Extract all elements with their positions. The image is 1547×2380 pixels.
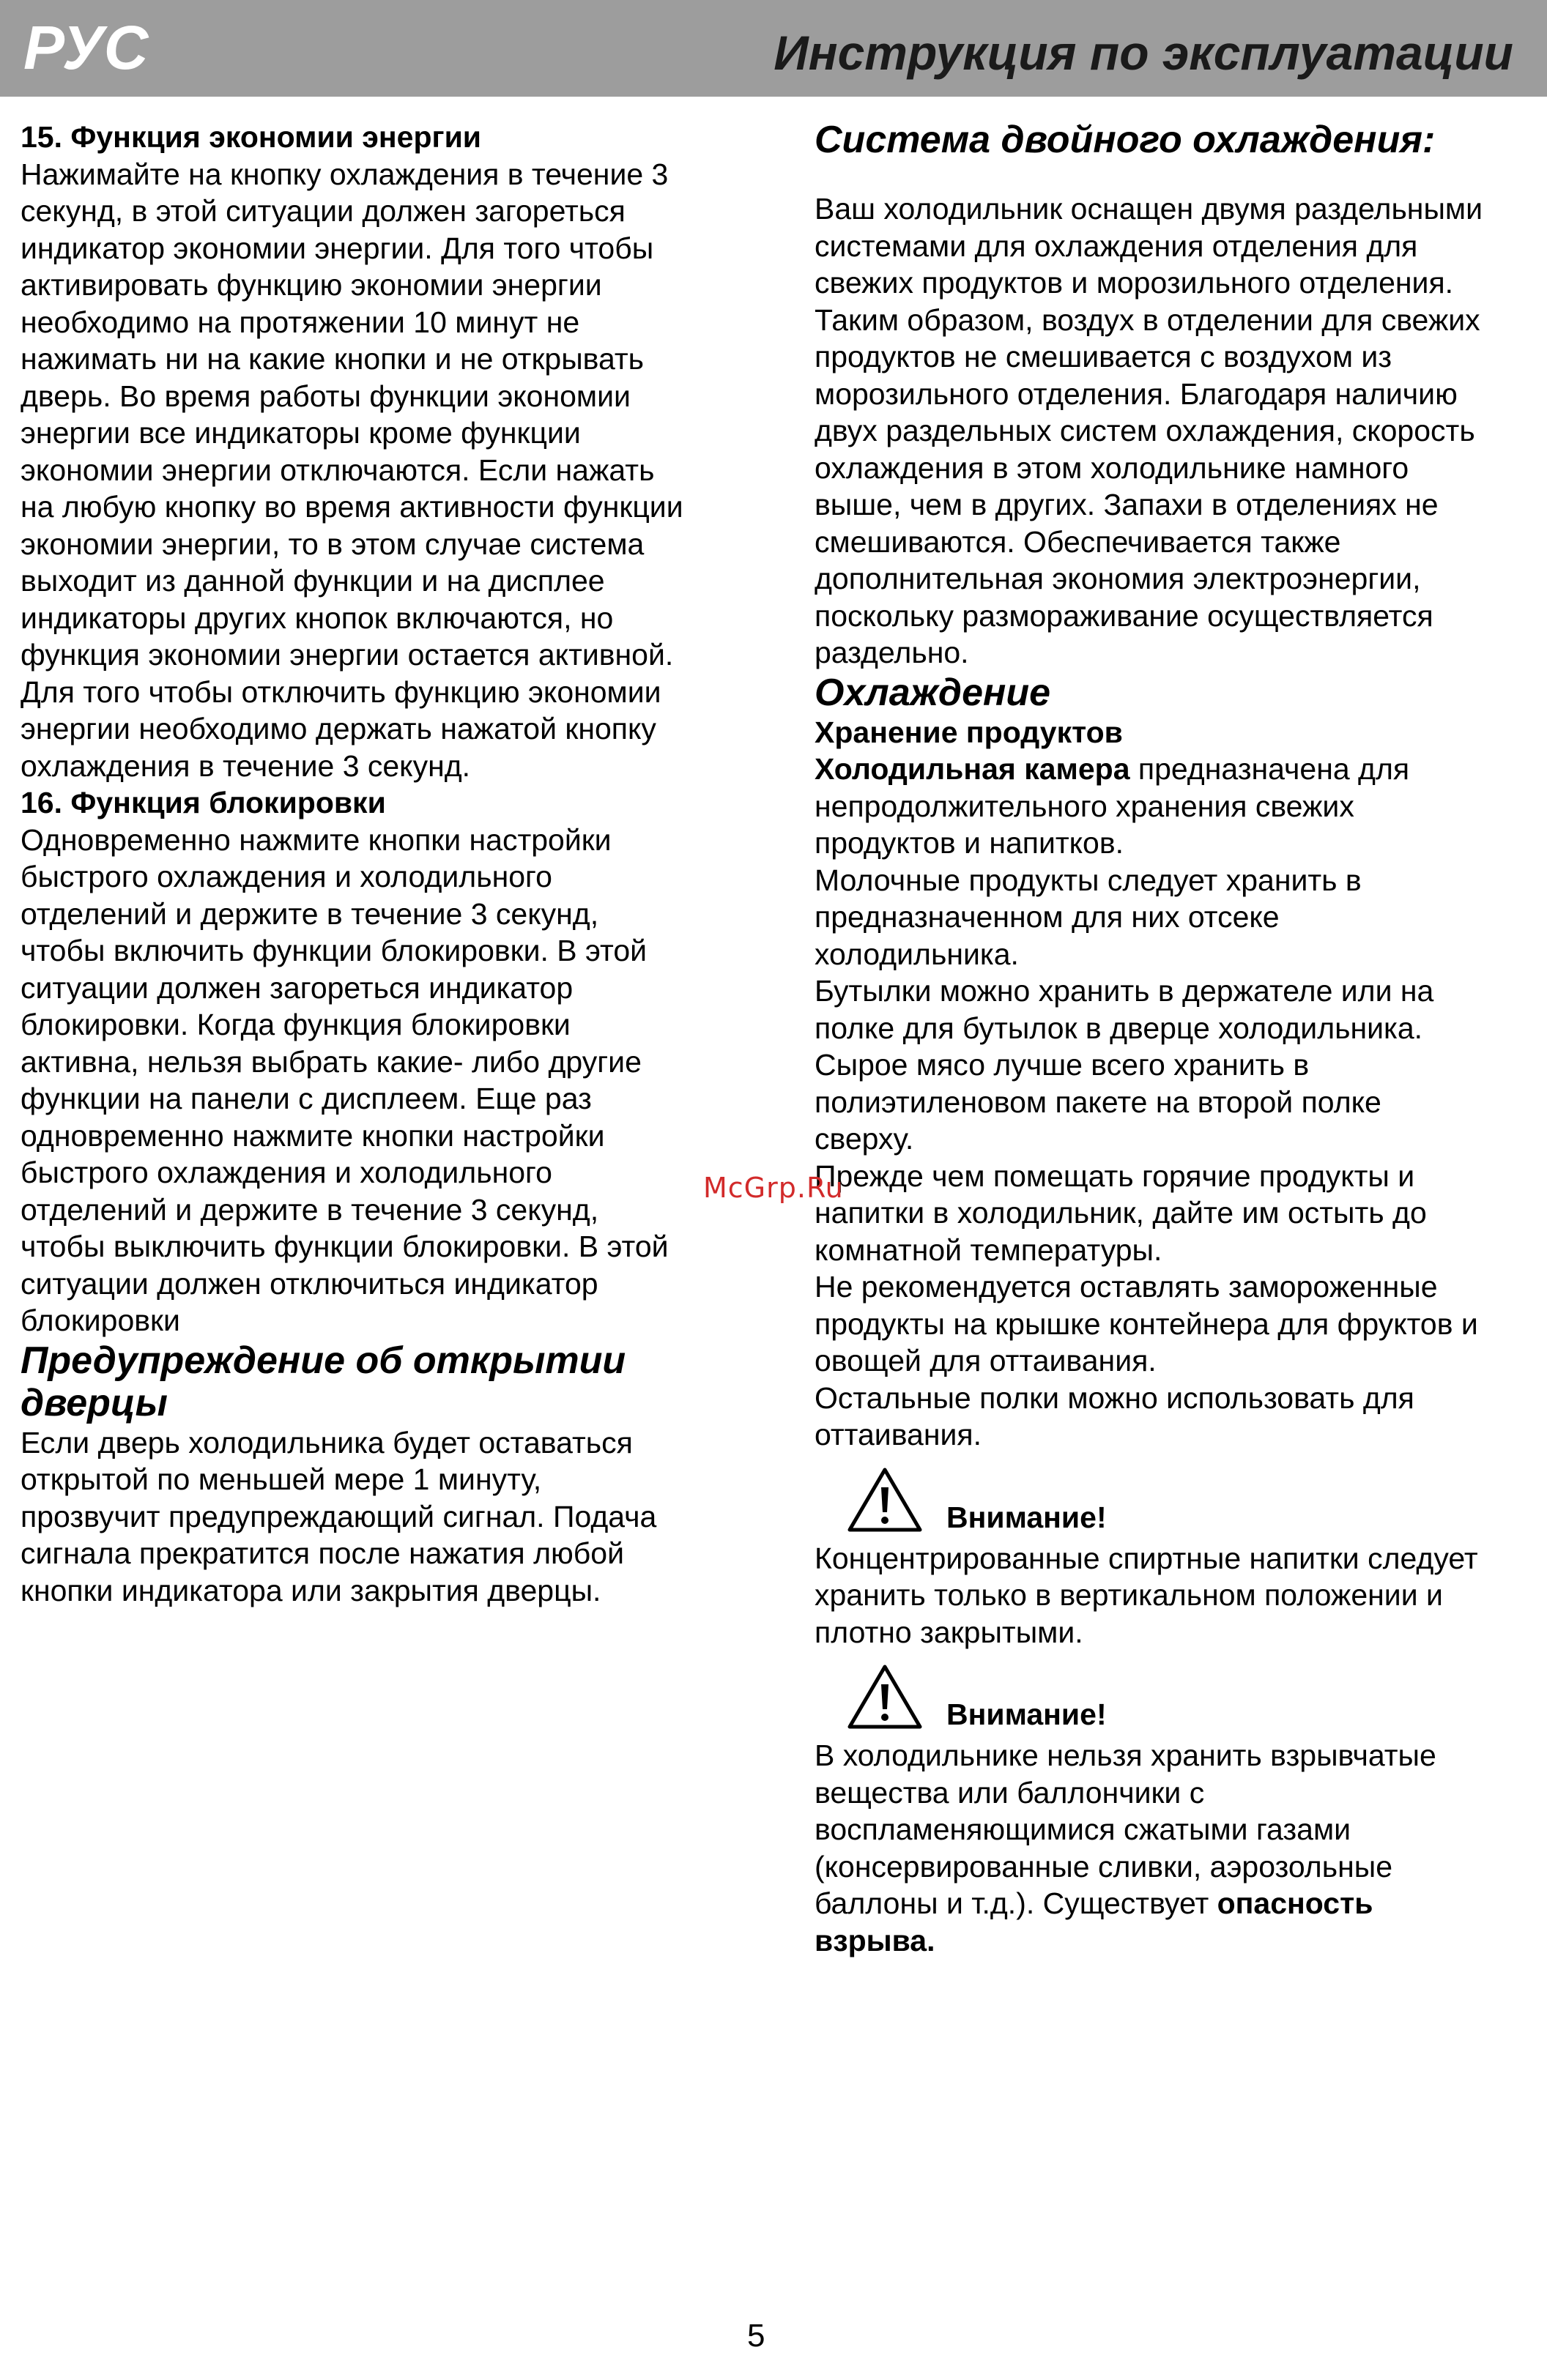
text-line: предназначенном для них отсеке xyxy=(815,900,1280,934)
explosion-label: взрыва. xyxy=(815,1923,935,1957)
fridge-intro-line xyxy=(815,751,1540,788)
fridge-intro-rest: предназначена для xyxy=(1129,752,1410,786)
warning-1-label: Внимание! xyxy=(946,1500,1107,1534)
text-line: Нажимайте на кнопку охлаждения в течение 3 xyxy=(21,157,669,191)
section-16-title: 16. Функция блокировки xyxy=(21,786,386,819)
food-storage-body xyxy=(815,788,1540,1454)
section-16-body xyxy=(21,822,753,1339)
language-label: РУС xyxy=(23,13,149,82)
text-line: поскольку размораживание осуществляется xyxy=(815,598,1433,633)
text-line: смешиваются. Обеспечивается также xyxy=(815,524,1341,559)
text-line: В холодильнике нельзя хранить взрывчатые xyxy=(815,1738,1436,1772)
warning-1-header xyxy=(815,1467,1540,1540)
door-warning-body xyxy=(21,1424,753,1610)
text-line: экономии энергии отключаются. Если нажать xyxy=(21,453,655,487)
text-line: энергии необходимо держать нажатой кнопку xyxy=(21,712,656,745)
text-line: двух раздельных систем охлаждения, скорость xyxy=(815,414,1475,447)
text-line: морозильного отделения. Благодаря наличию xyxy=(815,376,1458,411)
text-line: Бутылки можно хранить в держателе или на xyxy=(815,974,1434,1008)
text-line: свежих продуктов и морозильного отделения. xyxy=(815,266,1454,300)
warning-2-body xyxy=(815,1737,1540,1885)
text-line: охлаждения в течение 3 секунд. xyxy=(21,748,471,783)
section-15-title: 15. Функция экономии энергии xyxy=(21,120,481,154)
text-line: полке для бутылок в дверце холодильника. xyxy=(815,1011,1423,1045)
text-line: продукты на крышке контейнера для фруктов и xyxy=(815,1306,1478,1341)
text-line: ситуации должен отключиться индикатор xyxy=(21,1266,598,1301)
text-line: сверху. xyxy=(815,1122,914,1156)
text-line: хранить только в вертикальном положении и xyxy=(815,1578,1443,1612)
spacer xyxy=(815,161,1540,190)
text-line: быстрого охлаждения и холодильного xyxy=(21,860,552,893)
text-line: воспламеняющимися сжатыми газами xyxy=(815,1812,1351,1846)
left-column xyxy=(21,119,753,1609)
text-line: Если дверь холодильника будет оставаться xyxy=(21,1425,633,1459)
text-line: напитки в холодильник, дайте им остыть до xyxy=(815,1196,1427,1230)
text-line: Таким образом, воздух в отделении для свежих xyxy=(815,302,1480,337)
document-title: Инструкция по эксплуатации xyxy=(774,26,1513,80)
text-line: Сырое мясо лучше всего хранить в xyxy=(815,1048,1310,1082)
text-line: плотно закрытыми. xyxy=(815,1615,1083,1649)
spacer xyxy=(815,1454,1540,1467)
text-line: блокировки xyxy=(21,1304,180,1337)
text-line: системами для охлаждения отделения для xyxy=(815,228,1418,263)
text-line: Остальные полки можно использовать для xyxy=(815,1380,1414,1415)
text-line: полиэтиленовом пакете на второй полке xyxy=(815,1085,1381,1119)
text-line: функции на панели с дисплеем. Еще раз xyxy=(21,1082,592,1115)
text-line: экономии энергии, то в этом случае система xyxy=(21,527,645,561)
warning-triangle-icon xyxy=(847,1467,923,1533)
explosion-danger-label: опасность xyxy=(1217,1886,1373,1920)
text-line: сигнала прекратится после нажатия любой xyxy=(21,1536,624,1570)
warning-2-header xyxy=(815,1664,1540,1737)
text-line: комнатной температуры. xyxy=(815,1232,1162,1267)
text-line: блокировки. Когда функция блокировки xyxy=(21,1008,571,1041)
text-line: отделений и держите в течение 3 секунд, xyxy=(21,1192,599,1227)
text-line: индикатор экономии энергии. Для того чтобы xyxy=(21,231,654,265)
text-line: выходит из данной функции и на дисплее xyxy=(21,564,605,598)
text-line: Для того чтобы отключить функцию экономии xyxy=(21,674,661,709)
text-line: кнопки индикатора или закрытия дверцы. xyxy=(21,1573,601,1607)
text-line: Не рекомендуется оставлять замороженные xyxy=(815,1270,1438,1304)
warning-2-last-line xyxy=(815,1885,1540,1922)
text-line: продуктов не смешивается с воздухом из xyxy=(815,340,1392,373)
text-line: овощей для оттаивания. xyxy=(815,1344,1157,1377)
text-line: энергии все индикаторы кроме функции xyxy=(21,416,581,450)
right-column xyxy=(815,119,1540,1959)
food-storage-title: Хранение продуктов xyxy=(815,715,1123,749)
text-line: секунд, в этой ситуации должен загореться xyxy=(21,194,626,228)
spacer xyxy=(815,1651,1540,1664)
text-line: прозвучит предупреждающий сигнал. Подача xyxy=(21,1499,657,1533)
text-line: одновременно нажмите кнопки настройки xyxy=(21,1118,605,1153)
warning-2-label: Внимание! xyxy=(946,1697,1107,1731)
text-line: открытой по меньшей мере 1 минуту, xyxy=(21,1462,542,1496)
text-line: (консервированные сливки, аэрозольные xyxy=(815,1849,1392,1883)
text-line: необходимо на протяжении 10 минут не xyxy=(21,305,580,339)
page-header xyxy=(0,0,1547,97)
text-line: раздельно. xyxy=(815,636,969,669)
text-line: нажимать ни на какие кнопки и не открывать xyxy=(21,342,645,376)
text-line: выше, чем в других. Запахи в отделениях не xyxy=(815,488,1439,521)
text-line: Прежде чем помещать горячие продукты и xyxy=(815,1159,1415,1193)
page-number: 5 xyxy=(747,2318,765,2354)
text-line: чтобы включить функции блокировки. В этой xyxy=(21,934,648,967)
text-line: дверь. Во время работы функции экономии xyxy=(21,379,631,413)
text-line: продуктов и напитков. xyxy=(815,826,1124,860)
text-line: Одновременно нажмите кнопки настройки xyxy=(21,822,612,857)
text-line: Концентрированные спиртные напитки следует xyxy=(815,1541,1478,1575)
text-line: на любую кнопку во время активности функции xyxy=(21,490,683,524)
text-line: охлаждения в этом холодильнике намного xyxy=(815,450,1409,485)
door-warning-title-line-1: Предупреждение об открытии xyxy=(21,1339,626,1382)
text-line: вещества или баллончики с xyxy=(815,1775,1205,1810)
warning-1-body xyxy=(815,1540,1540,1651)
cooling-title: Охлаждение xyxy=(815,671,1051,714)
text-line: непродолжительного хранения свежих xyxy=(815,789,1354,823)
text-line: активировать функцию экономии энергии xyxy=(21,268,602,302)
dual-cooling-body xyxy=(815,190,1540,672)
text-line: холодильника. xyxy=(815,937,1019,971)
text-line: отделений и держите в течение 3 секунд, xyxy=(21,896,599,931)
text-line: Ваш холодильник оснащен двумя раздельными xyxy=(815,192,1483,226)
warning-2-last-plain: баллоны и т.д.). Существует xyxy=(815,1886,1217,1920)
door-warning-title-line-2: дверцы xyxy=(21,1381,168,1424)
text-line: Молочные продукты следует хранить в xyxy=(815,863,1362,897)
text-line: индикаторы других кнопок включаются, но xyxy=(21,600,614,635)
text-line: быстрого охлаждения и холодильного xyxy=(21,1156,552,1189)
watermark: McGrp.Ru xyxy=(703,1172,844,1204)
text-line: чтобы выключить функции блокировки. В этой xyxy=(21,1230,669,1263)
dual-cooling-title: Система двойного охлаждения: xyxy=(815,119,1436,161)
text-line: оттаивания. xyxy=(815,1418,982,1451)
fridge-compartment-label: Холодильная камера xyxy=(815,752,1130,786)
text-line: ситуации должен загореться индикатор xyxy=(21,970,574,1005)
section-15-body xyxy=(21,156,753,785)
warning-triangle-icon xyxy=(847,1664,923,1730)
text-line: дополнительная экономия электроэнергии, xyxy=(815,562,1421,595)
text-line: активна, нельзя выбрать какие- либо другие xyxy=(21,1044,642,1079)
text-line: функция экономии энергии остается активной. xyxy=(21,638,674,672)
